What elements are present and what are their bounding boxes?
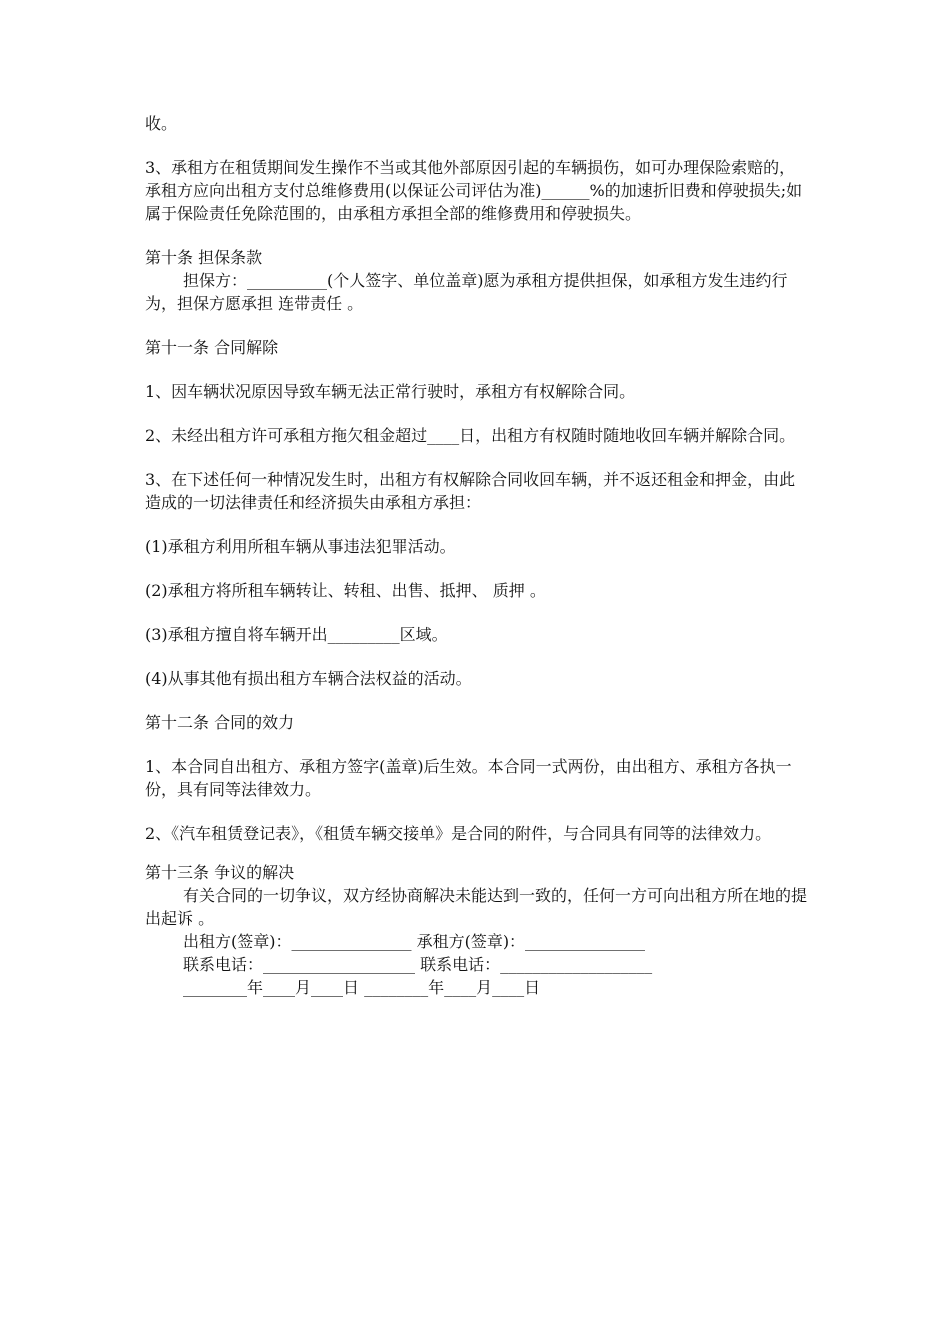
termination-sub-2: (2)承租方将所租车辆转让、转租、出售、抵押、 质押 。 — [145, 581, 546, 600]
termination-sub-3: (3)承租方擅自将车辆开出_________区域。 — [145, 625, 448, 644]
date-line: ________年____月____日 ________年____月____日 — [183, 978, 541, 997]
signature-line: 出租方(签章)：_______________ 承租方(签章)：_______________ — [183, 932, 646, 951]
termination-sub-1: (1)承租方利用所租车辆从事违法犯罪活动。 — [145, 537, 456, 556]
clause-9-item-3: 3、承租方在租赁期间发生操作不当或其他外部原因引起的车辆损伤，如可办理保险索赔的，承租方应向出租方支付总维修费用(以保证公司评估为准)______%的加速折旧费和停驶损失;如属于保险责任免除范围的，由承租方承担全部的维修费用和停驶损失。 — [145, 158, 803, 223]
article-11-heading: 第十一条 合同解除 — [145, 338, 279, 357]
phone-line: 联系电话：___________________ 联系电话：___________________ — [183, 955, 653, 974]
termination-item-2: 2、未经出租方许可承租方拖欠租金超过____日，出租方有权随时随地收回车辆并解除合同。 — [145, 426, 796, 445]
paragraph-continuation: 收。 — [145, 114, 178, 133]
article-12-heading: 第十二条 合同的效力 — [145, 713, 295, 732]
termination-item-3: 3、在下述任何一种情况发生时，出租方有权解除合同收回车辆，并不返还租金和押金，由此造成的一切法律责任和经济损失由承租方承担： — [145, 470, 796, 512]
validity-item-2: 2、《汽车租赁登记表》，《租赁车辆交接单》是合同的附件，与合同具有同等的法律效力。 — [145, 824, 772, 843]
dispute-clause: 有关合同的一切争议，双方经协商解决未能达到一致的，任何一方可向出租方所在地的提出起诉 。 — [145, 886, 808, 928]
guarantor-clause: 担保方：__________(个人签字、单位盖章)愿为承租方提供担保，如承租方发生违约行为，担保方愿承担 连带责任 。 — [145, 271, 788, 313]
termination-sub-4: (4)从事其他有损出租方车辆合法权益的活动。 — [145, 669, 472, 688]
termination-item-1: 1、因车辆状况原因导致车辆无法正常行驶时，承租方有权解除合同。 — [145, 382, 636, 401]
document-page — [145, 112, 810, 999]
validity-item-1: 1、本合同自出租方、承租方签字(盖章)后生效。本合同一式两份，由出租方、承租方各执一份，具有同等法律效力。 — [145, 757, 792, 799]
article-10-heading: 第十条 担保条款 — [145, 248, 263, 267]
article-13-heading: 第十三条 争议的解决 — [145, 863, 295, 882]
